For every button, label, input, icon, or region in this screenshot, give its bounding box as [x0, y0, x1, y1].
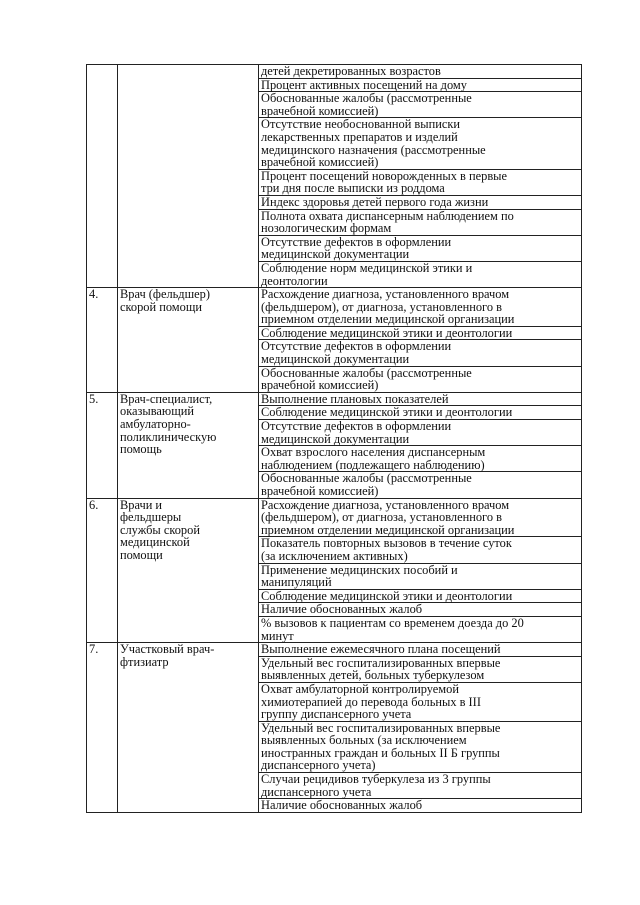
- table-row: [87, 392, 582, 406]
- position-title: Врач-специалист, оказывающий амбулаторно- поликлиническую помощь: [118, 392, 259, 498]
- criterion-cell: Обоснованные жалобы (рассмотренные врачебной комиссией): [259, 366, 582, 392]
- criterion-cell: Отсутствие необоснованной выписки лекарственных препаратов и изделий медицинского назначения (рассмотренные врачебной комиссией): [259, 118, 582, 169]
- criterion-cell: Случаи рецидивов туберкулеза из 3 группы диспансерного учета: [259, 773, 582, 799]
- criterion-cell: Показатель повторных вызовов в течение суток (за исключением активных): [259, 537, 582, 563]
- criterion-cell: Процент посещений новорожденных в первые три дня после выписки из роддома: [259, 169, 582, 195]
- table-row: [87, 498, 582, 537]
- criteria-table: [86, 64, 582, 813]
- criterion-cell: Выполнение плановых показателей: [259, 392, 582, 406]
- row-number: 5.: [87, 392, 118, 498]
- criterion-cell: Индекс здоровья детей первого года жизни: [259, 195, 582, 209]
- row-number: 7.: [87, 643, 118, 813]
- criterion-cell: Соблюдение норм медицинской этики и деонтологии: [259, 261, 582, 287]
- criterion-cell: Расхождение диагноза, установленного врачом (фельдшером), от диагноза, установленного в приемном отделении медицинской организации: [259, 498, 582, 537]
- criterion-cell: Обоснованные жалобы (рассмотренные врачебной комиссией): [259, 92, 582, 118]
- criterion-cell: Соблюдение медицинской этики и деонтологии: [259, 406, 582, 420]
- position-title: [118, 65, 259, 288]
- table-row: [87, 65, 582, 79]
- criterion-cell: Расхождение диагноза, установленного врачом (фельдшером), от диагноза, установленного в приемном отделении медицинской организации: [259, 288, 582, 327]
- position-title: Участковый врач- фтизиатр: [118, 643, 259, 813]
- criterion-cell: Применение медицинских пособий и манипуляций: [259, 563, 582, 589]
- table-row: [87, 288, 582, 327]
- criterion-cell: детей декретированных возрастов: [259, 65, 582, 79]
- criterion-cell: % вызовов к пациентам со временем доезда до 20 минут: [259, 616, 582, 642]
- criterion-cell: Соблюдение медицинской этики и деонтологии: [259, 326, 582, 340]
- criterion-cell: Отсутствие дефектов в оформлении медицинской документации: [259, 420, 582, 446]
- criterion-cell: Обоснованные жалобы (рассмотренные врачебной комиссией): [259, 472, 582, 498]
- criterion-cell: Наличие обоснованных жалоб: [259, 799, 582, 813]
- criterion-cell: Выполнение ежемесячного плана посещений: [259, 643, 582, 657]
- criterion-cell: Наличие обоснованных жалоб: [259, 603, 582, 617]
- criterion-cell: Удельный вес госпитализированных впервые выявленных больных (за исключением иностранных граждан и больных II Б группы диспансерного учета): [259, 721, 582, 772]
- row-number: 4.: [87, 288, 118, 393]
- position-title: Врач (фельдшер) скорой помощи: [118, 288, 259, 393]
- criterion-cell: Полнота охвата диспансерным наблюдением по нозологическим формам: [259, 209, 582, 235]
- table-body: [87, 65, 582, 813]
- row-number: 6.: [87, 498, 118, 643]
- criterion-cell: Охват амбулаторной контролируемой химиотерапией до перевода больных в III группу диспансерного учета: [259, 682, 582, 721]
- criterion-cell: Процент активных посещений на дому: [259, 78, 582, 92]
- criterion-cell: Соблюдение медицинской этики и деонтологии: [259, 589, 582, 603]
- criterion-cell: Отсутствие дефектов в оформлении медицинской документации: [259, 340, 582, 366]
- table-row: [87, 643, 582, 657]
- position-title: Врачи и фельдшеры службы скорой медицинской помощи: [118, 498, 259, 643]
- criterion-cell: Отсутствие дефектов в оформлении медицинской документации: [259, 235, 582, 261]
- row-number: [87, 65, 118, 288]
- criterion-cell: Удельный вес госпитализированных впервые выявленных детей, больных туберкулезом: [259, 656, 582, 682]
- criterion-cell: Охват взрослого населения диспансерным наблюдением (подлежащего наблюдению): [259, 446, 582, 472]
